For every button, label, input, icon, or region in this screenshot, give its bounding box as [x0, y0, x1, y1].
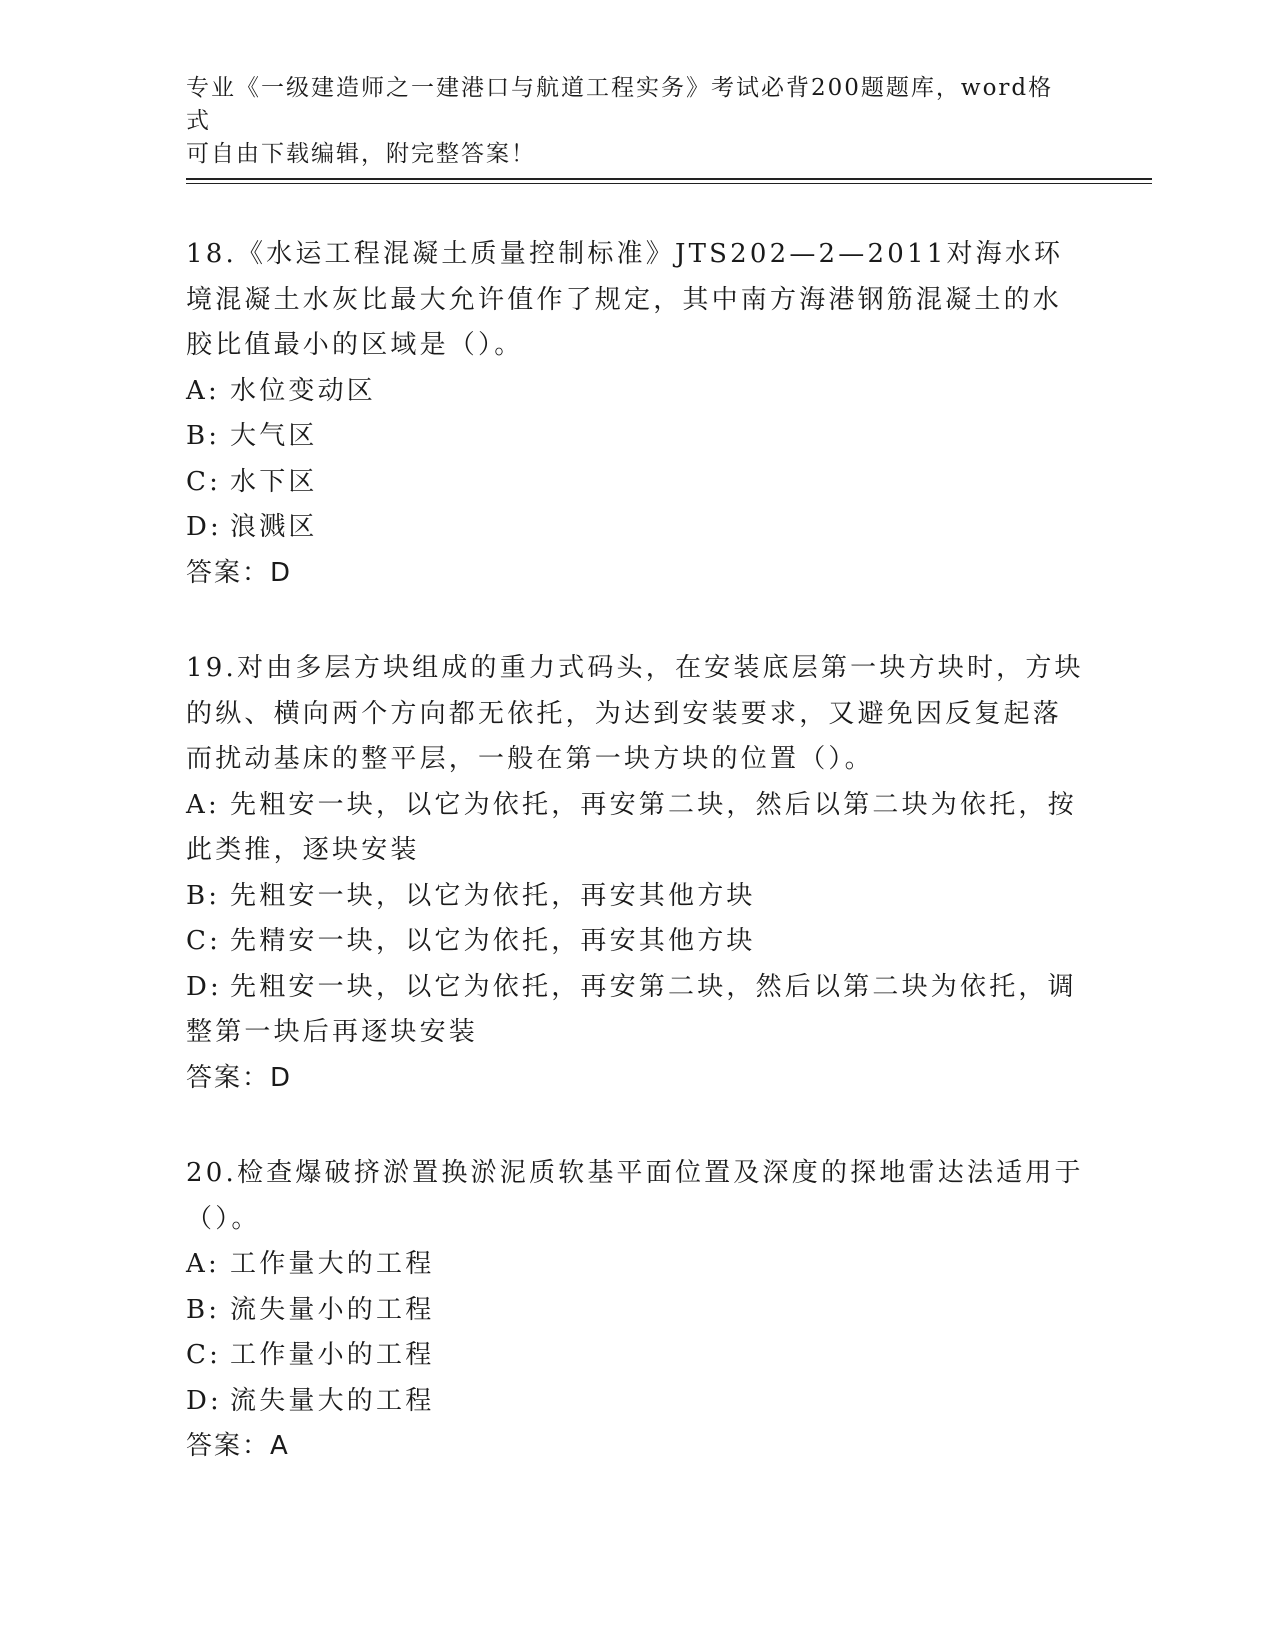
option-letter: C: [186, 466, 222, 497]
answer-line: 答案：D [186, 557, 293, 588]
option-letter: B: [186, 880, 221, 911]
option-letter: A: [186, 789, 220, 820]
option-letter: C: [186, 926, 222, 956]
document-header [186, 72, 1066, 171]
option-text: 水位变动区 [230, 375, 377, 406]
option-a [186, 369, 1086, 415]
option-text: 浪溅区 [230, 512, 318, 542]
answer-line: 答案：D [186, 1062, 293, 1093]
question-18 [186, 232, 1086, 596]
option-text: 水下区 [230, 466, 318, 497]
option-letter: B: [186, 421, 221, 451]
option-text: 先粗安一块，以它为依托，再安第二块，然后以第二块为依托，按此类推，逐块安装 [186, 789, 1077, 865]
option-letter: B: [186, 1294, 221, 1325]
answer-line: 答案：A [186, 1431, 290, 1461]
option-letter: A: [186, 375, 220, 406]
option-b [186, 1288, 1086, 1334]
option-letter: D: [186, 1385, 223, 1416]
option-text: 先粗安一块，以它为依托，再安第二块，然后以第二块为依托，调整第一块后再逐块安装 [186, 971, 1077, 1047]
option-a [186, 783, 1086, 874]
header-divider-thick [186, 178, 1152, 180]
option-text: 大气区 [230, 421, 318, 451]
question-stem: 18.《水运工程混凝土质量控制标准》JTS202—2—2011对海水环境混凝土水灰比最大允许值作了规定，其中南方海港钢筋混凝土的水胶比值最小的区域是（）。 [186, 239, 1064, 360]
question-stem: 19.对由多层方块组成的重力式码头，在安装底层第一块方块时，方块的纵、横向两个方向都无依托，为达到安装要求，又避免因反复起落而扰动基床的整平层，一般在第一块方块的位置（）。 [186, 653, 1084, 774]
option-letter: D: [186, 512, 223, 542]
option-d [186, 505, 1086, 551]
header-line-1: 专业《一级建造师之一建港口与航道工程实务》考试必背200题题库，word格式 [186, 75, 1054, 134]
option-text: 流失量大的工程 [230, 1385, 435, 1416]
option-b [186, 874, 1086, 920]
option-c [186, 460, 1086, 506]
option-d [186, 965, 1086, 1056]
question-19 [186, 646, 1086, 1101]
option-c [186, 1333, 1086, 1379]
option-letter: C: [186, 1340, 222, 1370]
option-text: 流失量小的工程 [230, 1294, 435, 1325]
option-text: 工作量大的工程 [230, 1249, 435, 1279]
option-d [186, 1379, 1086, 1425]
option-letter: D: [186, 971, 223, 1002]
option-text: 工作量小的工程 [230, 1340, 435, 1370]
option-text: 先粗安一块，以它为依托，再安其他方块 [230, 880, 756, 911]
option-b [186, 414, 1086, 460]
option-letter: A: [186, 1249, 220, 1279]
option-text: 先精安一块，以它为依托，再安其他方块 [230, 926, 756, 956]
question-stem: 20.检查爆破挤淤置换淤泥质软基平面位置及深度的探地雷达法适用于（）。 [186, 1158, 1084, 1234]
option-a [186, 1242, 1086, 1288]
header-divider-thin [186, 183, 1152, 184]
question-list [186, 232, 1086, 1520]
question-20 [186, 1151, 1086, 1470]
header-line-2: 可自由下载编辑，附完整答案！ [186, 141, 536, 167]
option-c [186, 919, 1086, 965]
